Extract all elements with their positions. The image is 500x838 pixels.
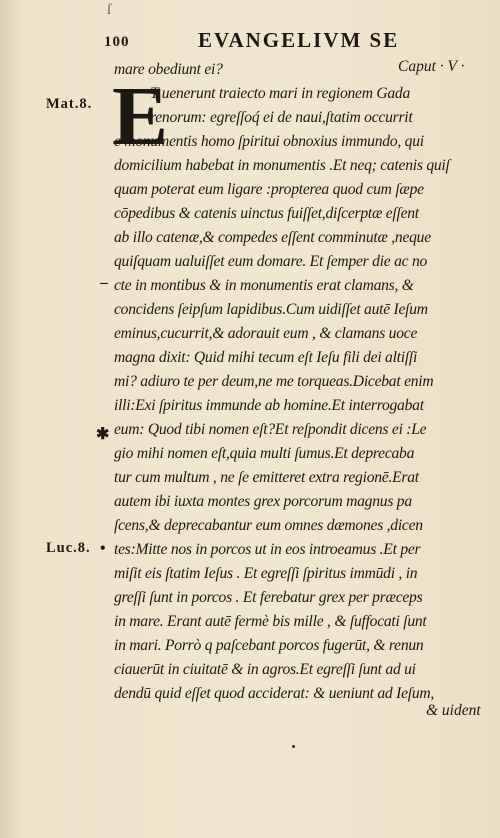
text-line: in mare. Erant autē fermè bis mille , & ſuffocati ſunt	[114, 613, 427, 630]
text-line: concidens ſeipſum lapidibus.Cum uidiſſet autē Ieſum	[114, 301, 428, 318]
running-title: EVANGELIVM SE	[198, 28, 400, 52]
text-line: mare obediunt ei?	[114, 61, 223, 78]
text-line: eum: Quod tibi nomen eſt?Et reſpondit dicens ei :Le	[114, 421, 427, 438]
text-line: quiſquam ualuiſſet eum domare. Et ſemper die ac no	[114, 253, 428, 270]
text-line: tes:Mitte nos in porcos ut in eos introeamus .Et per	[114, 541, 421, 558]
margin-mark: ſ	[107, 2, 112, 18]
text-line: T uenerunt traiecto mari in regionem Gada	[150, 85, 411, 102]
text-line: domicilium habebat in monumentis .Et neq; catenis quiſ	[114, 157, 450, 174]
chapter-label: Caput · V ·	[398, 58, 465, 75]
text-line: quam poterat eum ligare :propterea quod cum ſæpe	[114, 181, 424, 198]
marginal-note-mat: Mat.8.	[46, 96, 93, 112]
drop-cap: E	[112, 70, 169, 163]
text-line: in mari. Porrò q paſcebant porcos fugerūt, & renun	[114, 637, 424, 654]
text-line: ab illo catenæ,& compedes eſſent comminutæ ,neque	[114, 229, 431, 246]
text-line: gio mihi nomen eſt,quia multi ſumus.Et deprecaba	[114, 445, 415, 462]
line-star-mark: ✱	[96, 426, 110, 443]
text-line: eminus,cucurrit,& adorauit eum , & clamans uoce	[114, 325, 418, 342]
text-line: tur cum multum , ne ſe emitteret extra regionē.Erat	[114, 469, 419, 486]
catchword: & uident	[426, 702, 481, 719]
text-line: cte in montibus & in monumentis erat clamans, &	[114, 277, 414, 294]
text-line: ſcens,& deprecabantur eum omnes dæmones ,dicen	[114, 517, 423, 534]
line-dash-mark: –	[100, 274, 108, 291]
text-line: mi? adiuro te per deum,ne me torqueas.Dicebat enim	[114, 373, 434, 390]
line-bullet-mark: •	[100, 540, 106, 557]
text-line: autem ibi iuxta montes grex porcorum magnus pa	[114, 493, 412, 510]
text-line: magna dixit: Quid mihi tecum eſt Ieſu fili dei altiſſi	[114, 349, 418, 366]
marginal-note-luc: Luc.8.	[46, 540, 91, 556]
text-line: miſit eis ſtatim Ieſus . Et egreſſi ſpiritus immūdi , in	[114, 565, 418, 582]
text-line: ciauerūt in ciuitatē & in agros.Et egreſſi ſunt ad ui	[114, 661, 416, 678]
page-dot	[292, 745, 295, 748]
text-line: greſſi ſunt in porcos . Et ferebatur grex per præceps	[114, 589, 423, 606]
text-line: renorum: egreſſoq́ ei de naui,ſtatim occurrit	[150, 109, 413, 126]
text-line: dendū quid eſſet quod acciderat: & ueniunt ad Ieſum,	[114, 685, 435, 702]
text-line: illi:Exi ſpiritus immunde ab homine.Et interrogabat	[114, 397, 424, 414]
page-header	[0, 2, 500, 56]
page-number: 100	[104, 34, 130, 50]
text-line: e monumentis homo ſpiritui obnoxius immundo, qui	[114, 133, 424, 150]
text-line: cōpedibus & catenis uinctus fuiſſet,diſcerptæ eſſent	[114, 205, 419, 222]
